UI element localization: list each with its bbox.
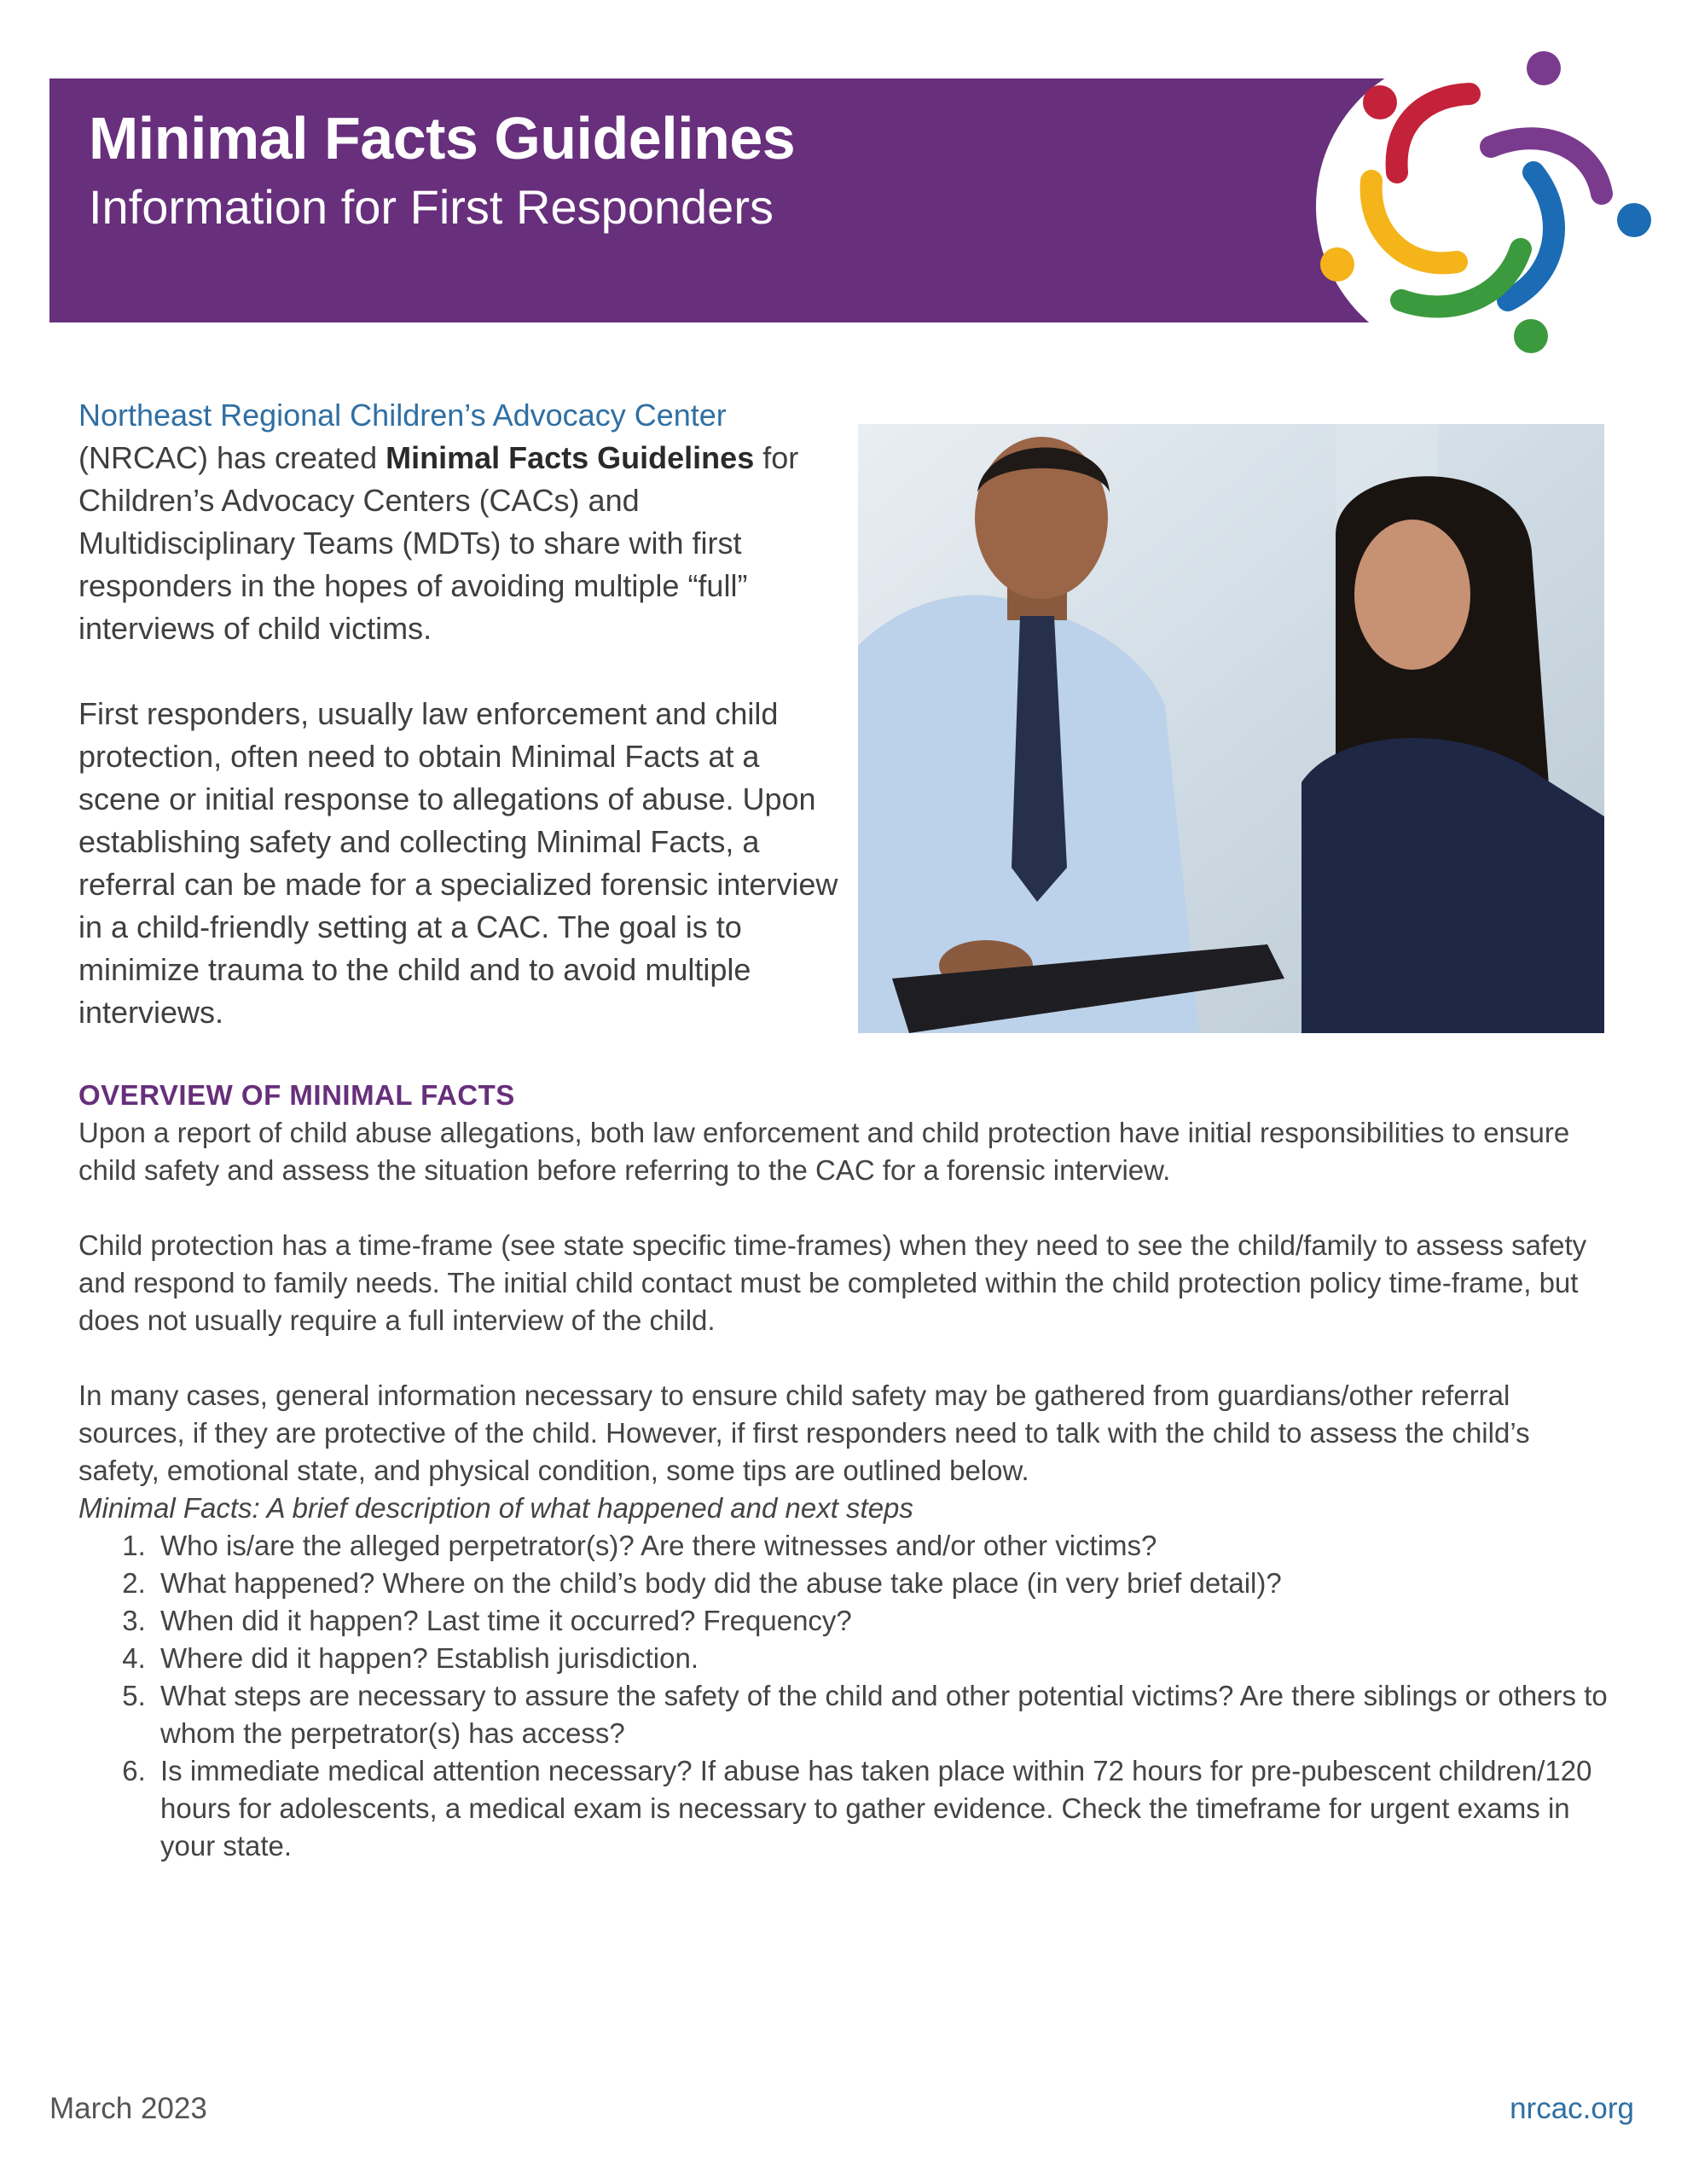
overview-section (78, 1077, 1614, 1865)
list-item: 3. When did it happen? Last time it occurred? Frequency? (154, 1602, 1614, 1640)
overview-paragraph-3: In many cases, general information necessary to ensure child safety may be gathered from guardians/other referral sources, if they are protective of the child. However, if first responders need to talk with the child to assess the child’s safety, emotional state, and physical condition, some tips are outlined below. (78, 1380, 1530, 1486)
facts-title: Minimal Facts: A brief description of what happened and next steps (78, 1492, 913, 1524)
intro-paragraph-1: Northeast Regional Children’s Advocacy Center (NRCAC) has created Minimal Facts Guidelines for Children’s Advocacy Centers (CACs) and Multidisciplinary Teams (MDTs) to share with first responders in the hopes of avoiding multiple “full” interviews of child victims. (78, 398, 799, 646)
intro-paragraph-2: First responders, usually law enforcement and child protection, often need to obtain Minimal Facts at a scene or initial response to allegations of abuse. Upon establishing safety and collecting Minimal Facts, a referral can be made for a specialized forensic interview in a child-friendly setting at a CAC. The goal is to minimize trauma to the child and to avoid multiple interviews. (78, 696, 838, 1030)
photo-adult-interviewing-girl (858, 424, 1604, 1033)
list-item: 1. Who is/are the alleged perpetrator(s)? Are there witnesses and/or other victims? (154, 1527, 1614, 1565)
list-item: 6. Is immediate medical attention necessary? If abuse has taken place within 72 hours for pre-pubescent children/120 hours for adolescents, a medical exam is necessary to gather evidence. Check the timeframe for urgent exams in your state. (154, 1752, 1614, 1865)
facts-list (78, 1527, 1614, 1865)
list-item: 2. What happened? Where on the child’s body did the abuse take place (in very brief detail)? (154, 1565, 1614, 1602)
footer-date: March 2023 (49, 2092, 207, 2125)
guidelines-name: Minimal Facts Guidelines (386, 440, 755, 475)
overview-paragraph-2: Child protection has a time-frame (see state specific time-frames) when they need to see the child/family to assess safety and respond to family needs. The initial child contact must be completed within the child protection policy time-frame, but does not usually require a full interview of the child. (78, 1229, 1587, 1336)
page-subtitle: Information for First Responders (89, 180, 774, 234)
list-item: 4. Where did it happen? Establish jurisdiction. (154, 1640, 1614, 1677)
list-item: 5. What steps are necessary to assure the safety of the child and other potential victims? Are there siblings or others to whom the perpetrator(s) has access? (154, 1677, 1614, 1752)
page-title: Minimal Facts Guidelines (89, 105, 796, 171)
overview-paragraph-1: Upon a report of child abuse allegations, both law enforcement and child protection have initial responsibilities to ensure child safety and assess the situation before referring to the CAC for a forensic interview. (78, 1117, 1570, 1186)
nrcac-logo-icon (1286, 44, 1653, 369)
overview-heading: OVERVIEW OF MINIMAL FACTS (78, 1079, 515, 1111)
intro-section (78, 394, 846, 1034)
org-name: Northeast Regional Children’s Advocacy Center (78, 398, 727, 433)
footer-website-link[interactable]: nrcac.org (1510, 2092, 1634, 2125)
header-banner (49, 78, 1448, 322)
